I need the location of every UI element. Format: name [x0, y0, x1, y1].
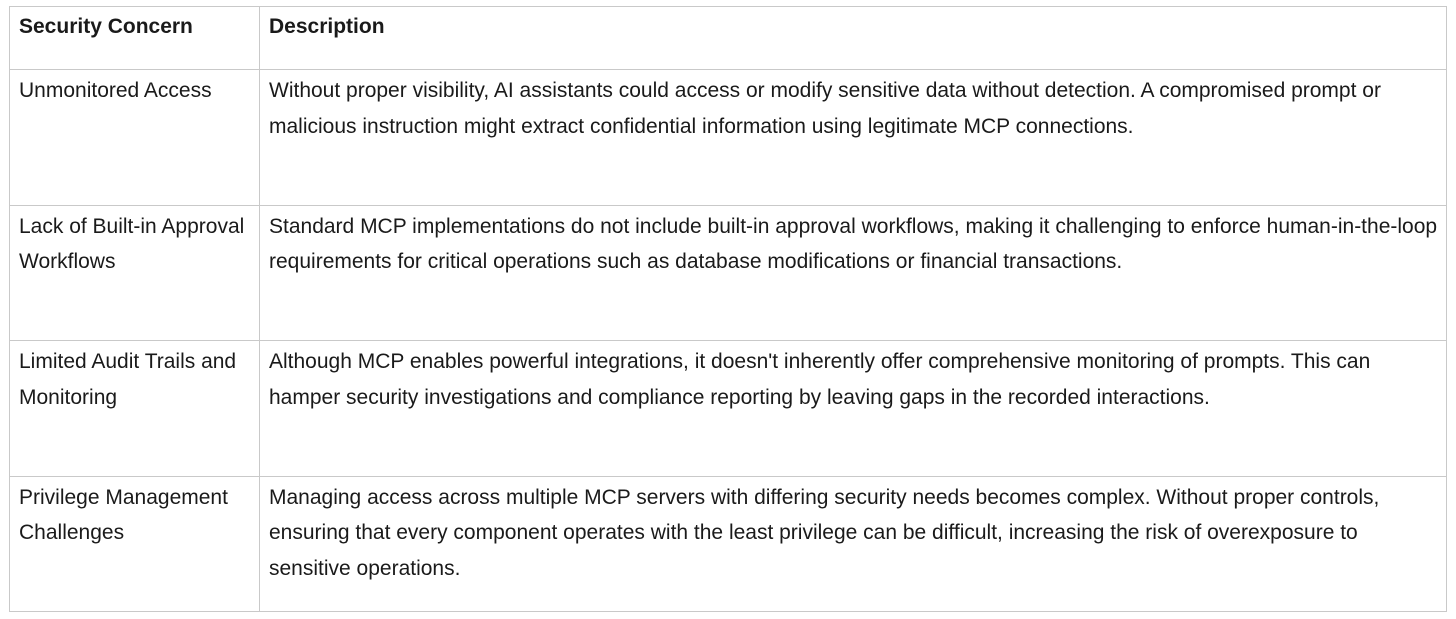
description-cell: Although MCP enables powerful integrations, it doesn't inherently offer comprehensive monitoring of prompts. This can hamper security investigations and compliance reporting by leaving gaps in the recorded interactions.: [260, 341, 1447, 477]
concern-cell: Unmonitored Access: [10, 70, 260, 206]
header-description: Description: [260, 7, 1447, 70]
security-concerns-table: [9, 6, 1447, 612]
table-row: [10, 205, 1447, 341]
table-row: [10, 341, 1447, 477]
concern-cell: Lack of Built-in Approval Workflows: [10, 205, 260, 341]
table-row: [10, 476, 1447, 612]
header-security-concern: Security Concern: [10, 7, 260, 70]
description-cell: Managing access across multiple MCP servers with differing security needs becomes complex. Without proper controls, ensuring that every component operates with the least privilege can be difficult, increasing the risk of overexposure to sensitive operations.: [260, 476, 1447, 612]
concern-cell: Limited Audit Trails and Monitoring: [10, 341, 260, 477]
concern-cell: Privilege Management Challenges: [10, 476, 260, 612]
table-row: [10, 70, 1447, 206]
description-cell: Standard MCP implementations do not include built-in approval workflows, making it challenging to enforce human-in-the-loop requirements for critical operations such as database modifications or financial transactions.: [260, 205, 1447, 341]
description-cell: Without proper visibility, AI assistants could access or modify sensitive data without detection. A compromised prompt or malicious instruction might extract confidential information using legitimate MCP connections.: [260, 70, 1447, 206]
table-header-row: [10, 7, 1447, 70]
